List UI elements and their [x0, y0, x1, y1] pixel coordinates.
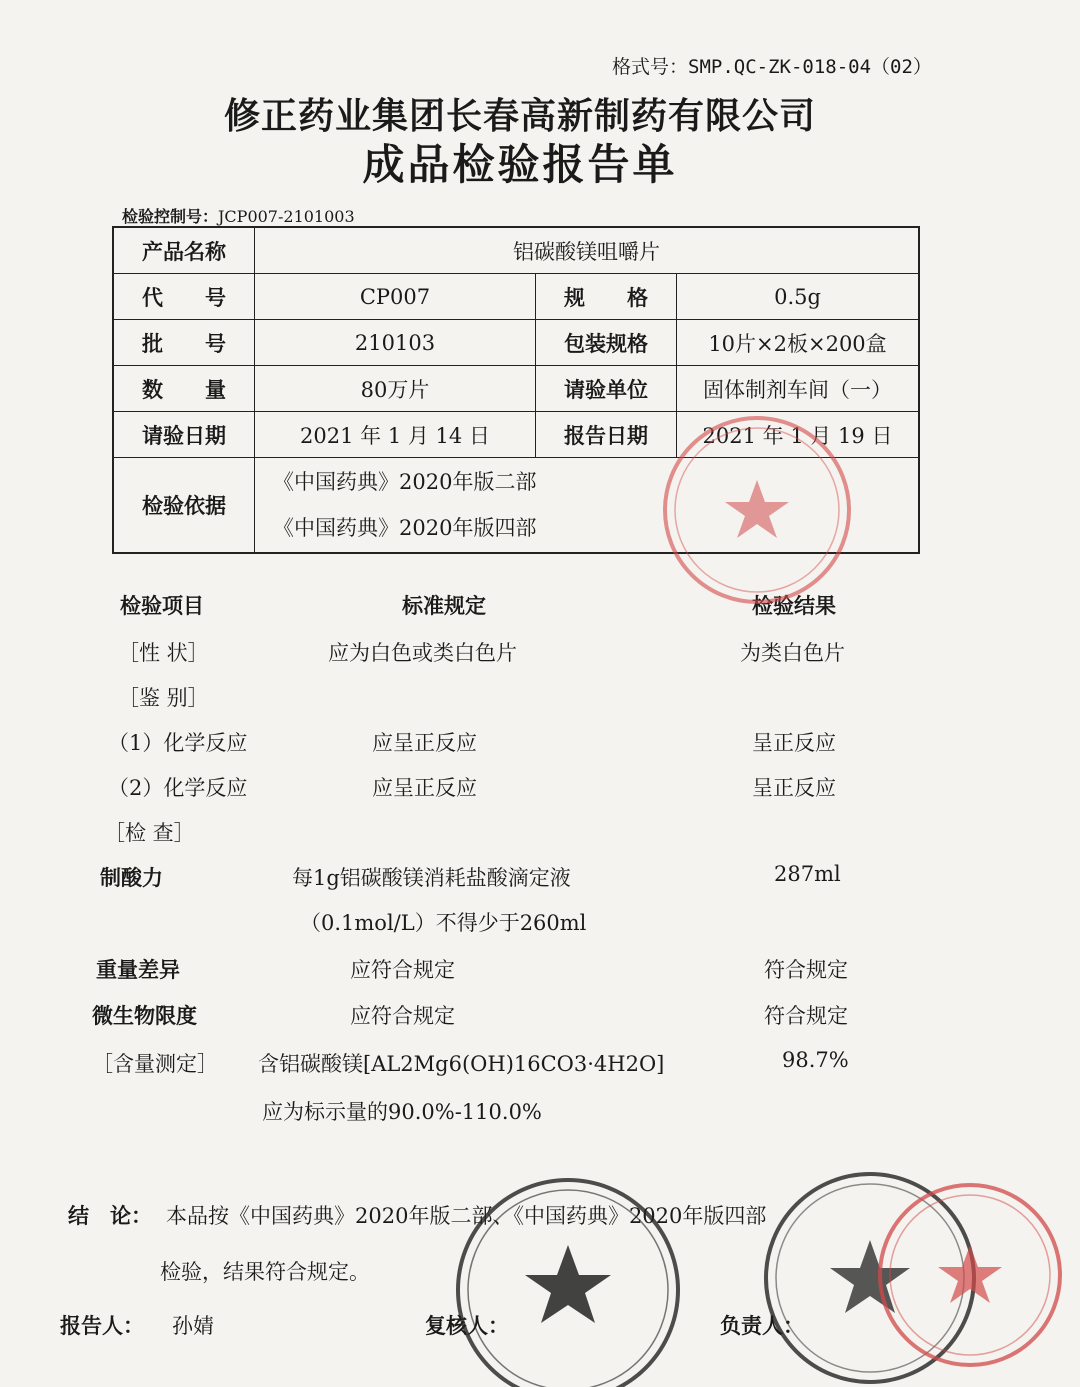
requester-label: 请验单位 [536, 366, 677, 412]
company-name: 修正药业集团长春高新制药有限公司 [223, 95, 816, 137]
test-row [0, 1048, 1080, 1078]
test-result: 呈正反应 [752, 776, 836, 800]
quantity-value: 80万片 [255, 366, 536, 412]
product-name-label: 产品名称 [113, 227, 255, 274]
test-result: 为类白色片 [740, 641, 845, 665]
report-date-value: 2021 年 1 月 19 日 [677, 412, 920, 458]
conclusion-text-2: 检验，结果符合规定。 [160, 1260, 370, 1284]
conclusion-label: 结 论： [68, 1204, 152, 1228]
test-item: （2）化学反应 [108, 776, 248, 800]
reviewer-label: 复核人： [425, 1314, 509, 1338]
test-standard: 应符合规定 [350, 1004, 455, 1028]
spec-label: 规 格 [536, 274, 677, 320]
responsible-label: 负责人： [720, 1314, 804, 1338]
test-row [0, 817, 1080, 847]
batch-value: 210103 [255, 320, 536, 366]
conclusion-text-1: 本品按《中国药典》2020年版二部、《中国药典》2020年版四部 [166, 1204, 767, 1228]
test-row [0, 637, 1080, 667]
test-standard: 应符合规定 [350, 958, 455, 982]
reporter-name: 孙婧 [172, 1314, 214, 1338]
spec-value: 0.5g [677, 274, 920, 320]
test-standard: 应呈正反应 [372, 776, 477, 800]
requester-value: 固体制剂车间（一） [677, 366, 920, 412]
test-row [0, 954, 1080, 984]
black-seal-stamp-qc [448, 1165, 688, 1387]
basis-label: 检验依据 [113, 458, 255, 554]
test-standard: 应为标示量的90.0%-110.0% [262, 1100, 542, 1124]
test-standard: 含铝碳酸镁[AL2Mg6(OH)16CO3·4H2O] [258, 1052, 665, 1076]
code-value: CP007 [255, 274, 536, 320]
red-seal-stamp [655, 410, 860, 610]
test-row [0, 727, 1080, 757]
test-item: （1）化学反应 [108, 731, 248, 755]
test-result: 符合规定 [764, 958, 848, 982]
test-row [0, 907, 1080, 937]
test-item: ［检 查］ [104, 821, 195, 845]
quantity-label: 数 量 [113, 366, 255, 412]
test-item: ［含量测定］ [92, 1052, 218, 1076]
test-item: 微生物限度 [92, 1003, 197, 1028]
test-result: 呈正反应 [752, 731, 836, 755]
package-value: 10片×2板×200盒 [677, 320, 920, 366]
tests-header [0, 590, 1080, 620]
product-name-value: 铝碳酸镁咀嚼片 [255, 227, 920, 274]
col-item-header: 检验项目 [120, 594, 204, 618]
col-result-header: 检验结果 [752, 594, 836, 618]
test-row [0, 772, 1080, 802]
test-item: ［性 状］ [118, 641, 209, 665]
code-label: 代 号 [113, 274, 255, 320]
package-label: 包装规格 [536, 320, 677, 366]
test-standard: 应呈正反应 [372, 731, 477, 755]
test-item: ［鉴 别］ [118, 686, 209, 710]
test-standard: 应为白色或类白色片 [328, 641, 517, 665]
test-standard: （0.1mol/L）不得少于260ml [300, 911, 587, 935]
red-seal-stamp-inspection [870, 1175, 1070, 1375]
test-result: 98.7% [782, 1048, 849, 1072]
col-standard-header: 标准规定 [402, 594, 486, 618]
test-row [0, 1096, 1080, 1126]
report-date-label: 报告日期 [536, 412, 677, 458]
test-row [0, 682, 1080, 712]
control-number-value: JCP007-2101003 [218, 207, 355, 226]
test-result: 符合规定 [764, 1004, 848, 1028]
basis-line-1: 《中国药典》2020年版二部 [273, 470, 537, 494]
control-number [122, 204, 355, 227]
format-code: 格式号：SMP.QC-ZK-018-04（02） [612, 56, 932, 78]
batch-label: 批 号 [113, 320, 255, 366]
test-row [0, 1000, 1080, 1030]
reporter-label: 报告人： [60, 1314, 144, 1338]
test-standard: 每1g铝碳酸镁消耗盐酸滴定液 [292, 866, 571, 890]
control-number-label: 检验控制号： [122, 207, 219, 226]
request-date-value: 2021 年 1 月 14 日 [255, 412, 536, 458]
test-result: 287ml [774, 862, 841, 886]
basis-line-2: 《中国药典》2020年版四部 [273, 516, 537, 540]
test-item: 重量差异 [96, 957, 180, 982]
test-item: 制酸力 [100, 865, 163, 890]
test-row [0, 862, 1080, 892]
report-title: 成品检验报告单 [362, 140, 678, 189]
request-date-label: 请验日期 [113, 412, 255, 458]
